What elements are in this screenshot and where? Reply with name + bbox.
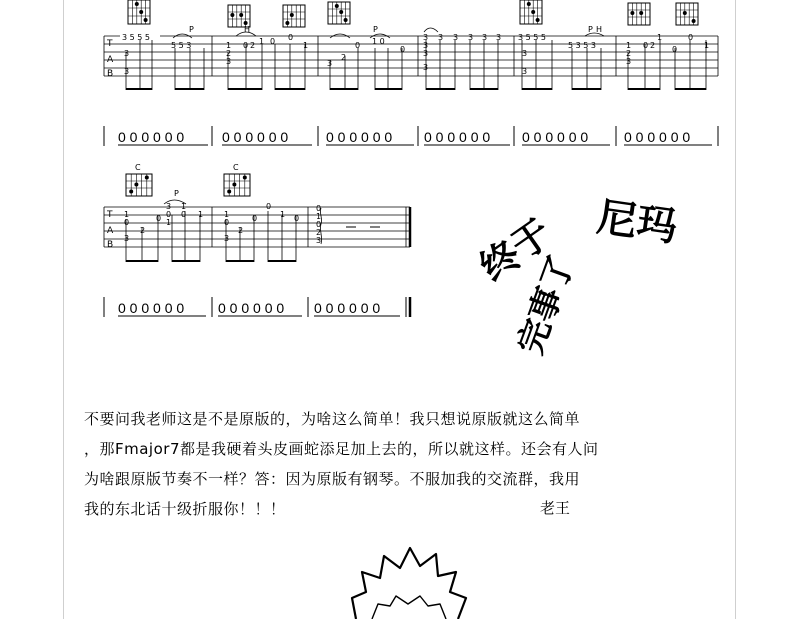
svg-text:T: T <box>107 210 113 220</box>
svg-text:3: 3 <box>224 234 230 243</box>
rhythm-group: 0 0 0 0 0 0 <box>218 300 285 316</box>
svg-text:3 5 5 5: 3 5 5 5 <box>122 33 150 42</box>
svg-text:B: B <box>107 240 114 250</box>
svg-text:0: 0 <box>316 204 322 213</box>
svg-text:3: 3 <box>316 236 322 245</box>
svg-text:3: 3 <box>453 33 459 42</box>
rhythm-row-1 <box>118 129 690 145</box>
technique-marks-2 <box>174 189 179 198</box>
svg-text:3: 3 <box>423 33 429 42</box>
note-line: 不要问我老师这是不是原版的，为啥这么简单！我只想说原版就这么简单 <box>84 410 581 428</box>
svg-text:1: 1 <box>198 210 204 219</box>
svg-text:0: 0 <box>355 41 361 50</box>
svg-text:2: 2 <box>140 226 146 235</box>
svg-text:B: B <box>107 69 114 79</box>
caption-line-1: 尼玛 <box>594 194 680 251</box>
svg-text:1: 1 <box>316 212 322 221</box>
svg-text:3: 3 <box>496 33 502 42</box>
cartoon-character-illustration <box>352 548 466 619</box>
caption-line-3: 完事了 <box>510 249 583 360</box>
svg-text:1: 1 <box>303 41 309 50</box>
svg-text:0: 0 <box>166 210 172 219</box>
caption-line-2: 终于 <box>472 210 560 291</box>
rhythm-group: 0 0 0 0 0 0 <box>118 129 185 145</box>
svg-text:1: 1 <box>657 33 663 42</box>
svg-text:1: 1 <box>124 210 130 219</box>
svg-text:3: 3 <box>626 57 632 66</box>
svg-text:3: 3 <box>522 67 528 76</box>
chord-diagram-c <box>224 174 250 196</box>
svg-text:2: 2 <box>341 53 347 62</box>
chord-diagram <box>228 5 250 27</box>
chord-name <box>135 163 239 172</box>
svg-text:3: 3 <box>423 49 429 58</box>
svg-text:3: 3 <box>226 57 232 66</box>
svg-text:0: 0 <box>156 214 162 223</box>
svg-text:5 5 3: 5 5 3 <box>171 41 192 50</box>
svg-text:1: 1 <box>224 210 230 219</box>
svg-text:2: 2 <box>650 41 656 50</box>
svg-text:5 3 5 3: 5 3 5 3 <box>568 41 596 50</box>
chord-diagram-c <box>126 174 152 196</box>
rhythm-group: 0 0 0 0 0 0 <box>522 129 589 145</box>
chord-diagram <box>628 3 650 25</box>
svg-text:0: 0 <box>288 33 294 42</box>
svg-text:3: 3 <box>423 41 429 50</box>
svg-text:0: 0 <box>688 33 694 42</box>
svg-text:1: 1 <box>704 41 710 50</box>
author-note <box>84 404 724 524</box>
chord-diagram <box>328 2 350 24</box>
handwritten-caption <box>472 194 680 359</box>
svg-text:0: 0 <box>252 214 258 223</box>
svg-text:1: 1 <box>280 210 286 219</box>
rhythm-group: 0 0 0 0 0 0 <box>424 129 491 145</box>
svg-text:P: P <box>174 189 179 198</box>
svg-text:3: 3 <box>124 49 130 58</box>
svg-text:C: C <box>233 163 239 172</box>
svg-text:3: 3 <box>423 63 429 72</box>
tab-clef <box>106 39 114 79</box>
svg-text:0: 0 <box>266 202 272 211</box>
svg-text:0: 0 <box>270 37 276 46</box>
svg-text:P: P <box>588 25 593 34</box>
svg-text:1: 1 <box>166 218 172 227</box>
rhythm-group: 0 0 0 0 0 0 <box>314 300 381 316</box>
tab-staff-2 <box>104 207 410 247</box>
fret-numbers-1 <box>120 33 709 76</box>
svg-text:1: 1 <box>259 37 265 46</box>
svg-text:0: 0 <box>643 41 649 50</box>
svg-text:3: 3 <box>166 202 172 211</box>
svg-text:3: 3 <box>468 33 474 42</box>
svg-text:2: 2 <box>626 49 632 58</box>
author-signature: 老王 <box>540 499 571 517</box>
chord-diagram <box>128 0 150 24</box>
note-line: 为啥跟原版节奏不一样？答：因为原版有钢琴。不服加我的交流群，我用 <box>84 470 581 488</box>
svg-text:H: H <box>244 25 251 34</box>
rhythm-group: 0 0 0 0 0 0 <box>222 129 289 145</box>
svg-text:3: 3 <box>124 234 130 243</box>
svg-text:0: 0 <box>316 220 322 229</box>
tab-clef-2 <box>106 210 114 250</box>
svg-text:0: 0 <box>124 218 130 227</box>
svg-text:H: H <box>596 25 603 34</box>
svg-text:3 5 5 5: 3 5 5 5 <box>518 33 546 42</box>
svg-text:C: C <box>135 163 141 172</box>
svg-text:0: 0 <box>224 218 230 227</box>
rhythm-group: 0 0 0 0 0 0 <box>624 129 691 145</box>
rhythm-group: 0 0 0 0 0 0 <box>118 300 185 316</box>
fret-numbers-2 <box>124 202 321 245</box>
chord-diagram <box>283 5 305 27</box>
svg-text:0: 0 <box>181 210 187 219</box>
note-line: 我的东北话十级折服你！！！ <box>84 500 286 518</box>
note-line: ，那Fmajor7都是我硬着头皮画蛇添足加上去的，所以就这样。还会有人问 <box>84 440 599 458</box>
svg-text:2: 2 <box>238 226 244 235</box>
svg-text:0: 0 <box>243 41 249 50</box>
rhythm-row-2 <box>118 300 380 316</box>
svg-text:1 0: 1 0 <box>372 37 385 46</box>
svg-text:0: 0 <box>294 214 300 223</box>
svg-text:T: T <box>107 39 113 49</box>
svg-text:3: 3 <box>438 33 444 42</box>
svg-text:2: 2 <box>316 228 322 237</box>
svg-text:3: 3 <box>482 33 488 42</box>
svg-text:1: 1 <box>626 41 632 50</box>
svg-text:3: 3 <box>522 49 528 58</box>
svg-text:3: 3 <box>124 67 130 76</box>
svg-text:A: A <box>107 55 114 65</box>
svg-text:2: 2 <box>250 41 256 50</box>
svg-text:3: 3 <box>327 59 333 68</box>
rhythm-group: 0 0 0 0 0 0 <box>326 129 393 145</box>
svg-text:1: 1 <box>181 202 187 211</box>
chord-diagram <box>676 3 698 25</box>
svg-text:2: 2 <box>226 49 232 58</box>
rhythm-stems-2 <box>126 211 296 262</box>
svg-text:0: 0 <box>672 45 678 54</box>
chord-diagram <box>520 0 542 24</box>
svg-text:1: 1 <box>226 41 232 50</box>
svg-text:A: A <box>107 226 114 236</box>
svg-text:P: P <box>189 25 194 34</box>
svg-text:0: 0 <box>400 45 406 54</box>
rhythm-stems-1 <box>126 40 706 90</box>
svg-text:P: P <box>373 25 378 34</box>
